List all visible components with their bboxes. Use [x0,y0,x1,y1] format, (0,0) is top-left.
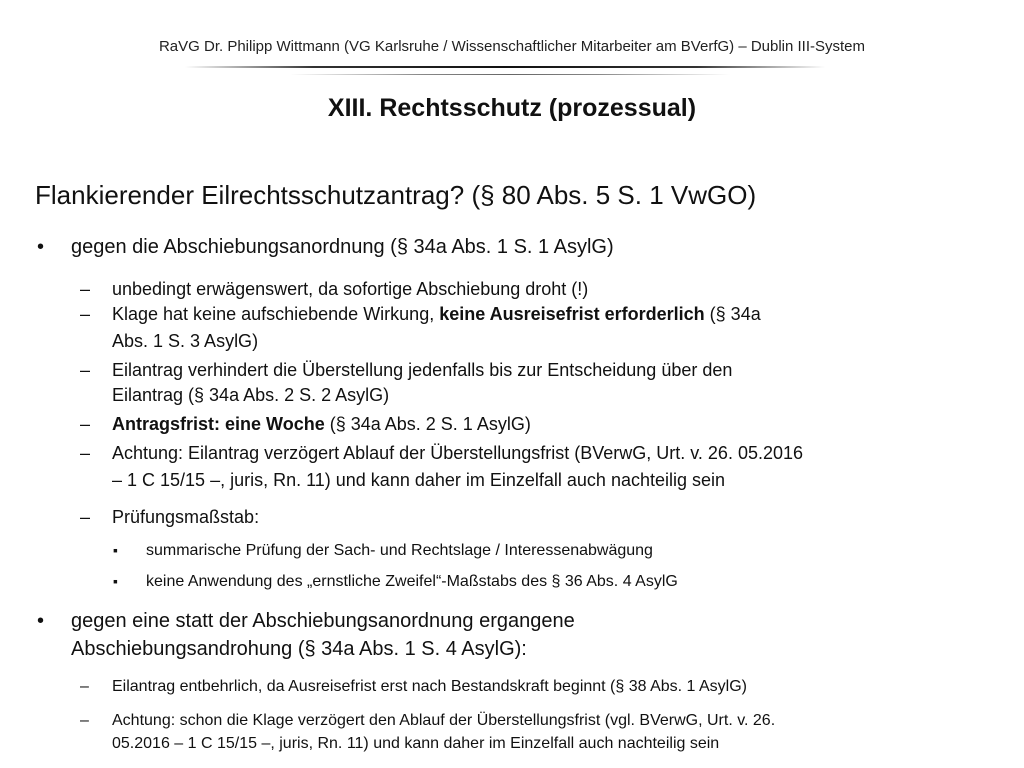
dash-marker: – [80,414,91,434]
bullet-1-item-3-line-1: Eilantrag verhindert die Überstellung jedenfalls bis zur Entscheidung über den [112,360,733,380]
bullet-1-item-1: unbedingt erwägenswert, da sofortige Abschiebung droht (!) [112,279,589,299]
bullet-marker: • [37,236,45,258]
item-2-bold: keine Ausreisefrist erforderlich [439,304,705,324]
bullet-marker: • [37,610,45,632]
bullet-2-line-1: gegen eine statt der Abschiebungsanordnung ergangene [71,610,575,632]
bullet-2-item-1: Eilantrag entbehrlich, da Ausreisefrist erst nach Bestandskraft beginnt (§ 38 Abs. 1 AsylG) [112,678,748,695]
dash-marker: – [80,360,91,380]
dash-marker: – [80,304,91,324]
dash-marker: – [80,712,89,729]
item-4-text: (§ 34a Abs. 2 S. 1 AsylG) [324,414,531,434]
bullet-1-item-3-line-2: Eilantrag (§ 34a Abs. 2 S. 2 AsylG) [112,385,390,405]
bullet-1-item-5-line-2: – 1 C 15/15 –, juris, Rn. 11) und kann daher im Einzelfall auch nachteilig sein [112,470,726,490]
header-divider [185,66,825,68]
header-divider-secondary [290,74,730,75]
bullet-2-line-2: Abschiebungsandrohung (§ 34a Abs. 1 S. 4 AsylG): [71,638,527,660]
dash-marker: – [80,678,89,695]
bullet-1-text: gegen die Abschiebungsanordnung (§ 34a Abs. 1 S. 1 AsylG) [71,236,614,258]
slide-title: XIII. Rechtsschutz (prozessual) [327,94,697,122]
bullet-1-item-6: Prüfungsmaßstab: [112,507,260,527]
item-2-text-b: (§ 34a [704,304,761,324]
slide-header: RaVG Dr. Philipp Wittmann (VG Karlsruhe / Wissenschaftlicher Mitarbeiter am BVerfG) – Dublin III-System [158,38,866,55]
bullet-1-item-2-cont: Abs. 1 S. 3 AsylG) [112,331,259,351]
dash-marker: – [80,507,91,527]
bullet-1-item-2 [112,304,761,325]
square-marker: ▪ [113,573,118,589]
bullet-1-item-5-line-1: Achtung: Eilantrag verzögert Ablauf der Überstellungsfrist (BVerwG, Urt. v. 26. 05.2016 [112,443,804,463]
square-marker: ▪ [113,542,118,558]
dash-marker: – [80,443,91,463]
item-2-text-a: Klage hat keine aufschiebende Wirkung, [112,304,440,324]
bullet-1-item-4 [112,414,531,435]
bullet-1-sub-item-1: summarische Prüfung der Sach- und Rechtslage / Interessenabwägung [146,542,653,559]
bullet-2-item-2-line-1: Achtung: schon die Klage verzögert den Ablauf der Überstellungsfrist (vgl. BVerwG, Urt. v. 26. [112,712,776,729]
bullet-2-item-2-line-2: 05.2016 – 1 C 15/15 –, juris, Rn. 11) und kann daher im Einzelfall auch nachteilig sein [112,735,720,752]
dash-marker: – [80,279,91,299]
slide-subtitle: Flankierender Eilrechtsschutzantrag? (§ 80 Abs. 5 S. 1 VwGO) [35,180,757,210]
bullet-1-sub-item-2: keine Anwendung des „ernstliche Zweifel“-Maßstabs des § 36 Abs. 4 AsylG [146,573,678,590]
item-4-bold: Antragsfrist: eine Woche [112,414,325,434]
